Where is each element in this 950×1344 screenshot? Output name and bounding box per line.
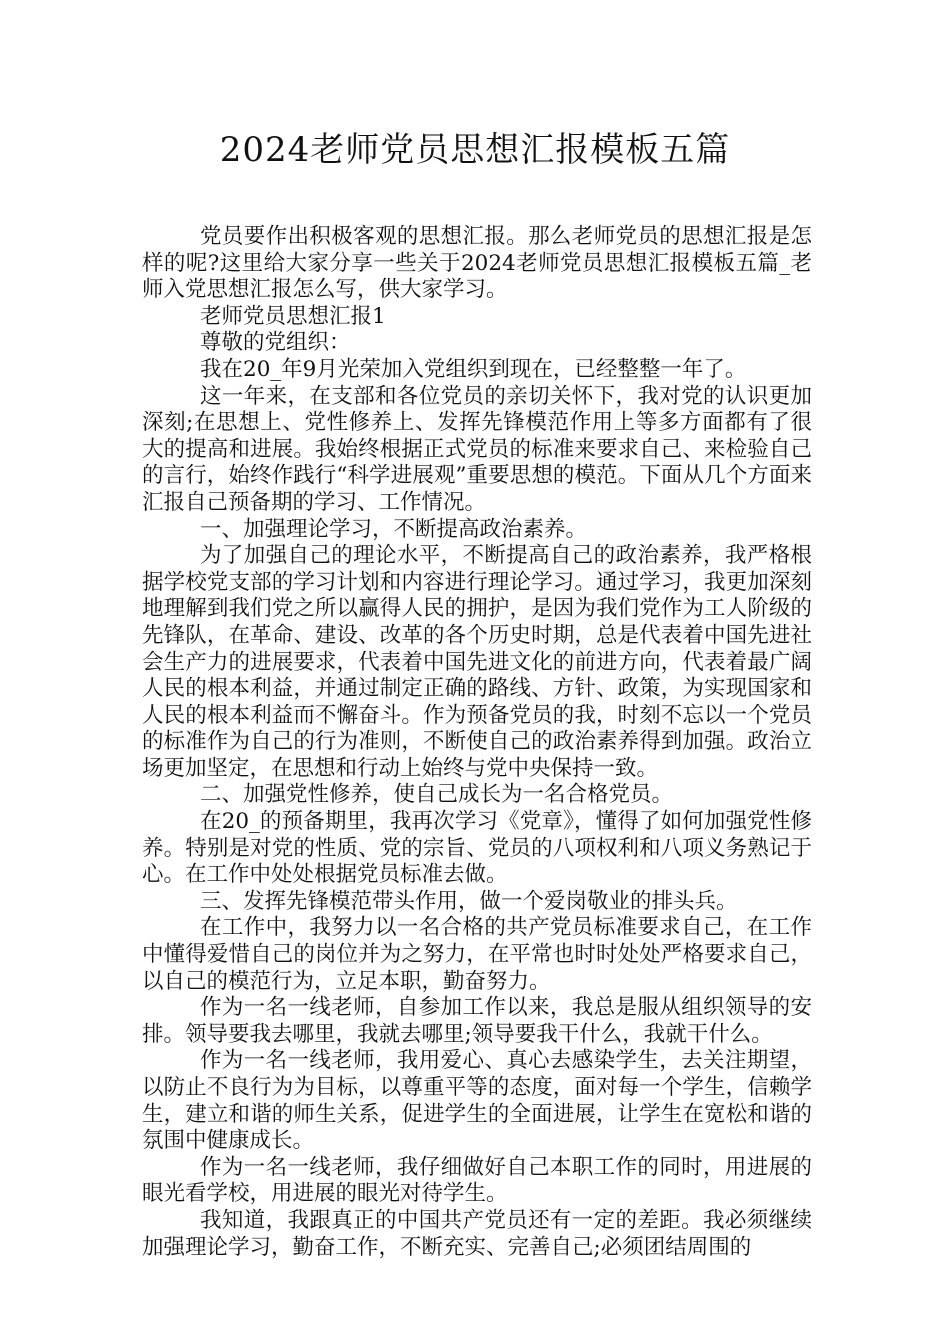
document-title: 2024老师党员思想汇报模板五篇 [219,130,731,170]
body-paragraph: 在工作中，我努力以一名合格的共产党员标准要求自己，在工作中懂得爱惜自己的岗位并为之努力，在平常也时时处处严格要求自己，以自己的模范行为，立足本职，勤奋努力。 [142,915,812,994]
body-paragraph: 这一年来，在支部和各位党员的亲切关怀下，我对党的认识更加深刻;在思想上、党性修养上、发挥先锋模范作用上等多方面都有了很大的提高和进展。我始终根据正式党员的标准来要求自己、来检验自己的言行，始终作践行“科学进展观”重要思想的模范。下面从几个方面来汇报自己预备期的学习、工作情况。 [142,383,812,515]
body-paragraph: 为了加强自己的理论水平，不断提高自己的政治素养，我严格根据学校党支部的学习计划和内容进行理论学习。通过学习，我更加深刻地理解到我们党之所以赢得人民的拥护，是因为我们党作为工人阶级的先锋队，在革命、建设、改革的各个历史时期，总是代表着中国先进社会生产力的进展要求，代表着中国先进文化的前进方向，代表着最广阔人民的根本利益，并通过制定正确的路线、方针、政策，为实现国家和人民的根本利益而不懈奋斗。作为预备党员的我，时刻不忘以一个党员的标准作为自己的行为准则，不断使自己的政治素养得到加强。政治立场更加坚定，在思想和行动上始终与党中央保持一致。 [142,543,812,781]
section-heading: 老师党员思想汇报1 [200,303,386,329]
body-paragraph: 作为一名一线老师，自参加工作以来，我总是服从组织领导的安排。领导要我去哪里，我就去哪里;领导要我干什么，我就干什么。 [142,995,812,1047]
subheading: 一、加强理论学习，不断提高政治素养。 [200,516,588,542]
subheading: 三、发挥先锋模范带头作用，做一个爱岗敬业的排头兵。 [200,888,738,914]
body-paragraph: 作为一名一线老师，我仔细做好自己本职工作的同时，用进展的眼光看学校，用进展的眼光对待学生。 [142,1154,812,1207]
intro-paragraph: 党员要作出积极客观的思想汇报。那么老师党员的思想汇报是怎样的呢?这里给大家分享一些关于2024老师党员思想汇报模板五篇_老师入党思想汇报怎么写，供大家学习。 [142,224,812,303]
body-paragraph: 我在20_年9月光荣加入党组织到现在，已经整整一年了。 [200,356,747,382]
body-paragraph: 我知道，我跟真正的中国共产党员还有一定的差距。我必须继续加强理论学习，勤奋工作，不断充实、完善自己;必须团结周围的 [142,1207,812,1260]
subheading: 二、加强党性修养，使自己成长为一名合格党员。 [200,782,674,808]
body-paragraph: 在20_的预备期里，我再次学习《党章》，懂得了如何加强党性修养。特别是对党的性质、党的宗旨、党员的八项权利和八项义务熟记于心。在工作中处处根据党员标准去做。 [142,809,812,888]
salutation: 尊敬的党组织： [200,330,351,356]
body-paragraph: 作为一名一线老师，我用爱心、真心去感染学生，去关注期望，以防止不良行为为目标，以尊重平等的态度，面对每一个学生，信赖学生，建立和谐的师生关系，促进学生的全面进展，让学生在宽松和谐的氛围中健康成长。 [142,1048,812,1154]
document-body [142,224,812,1261]
